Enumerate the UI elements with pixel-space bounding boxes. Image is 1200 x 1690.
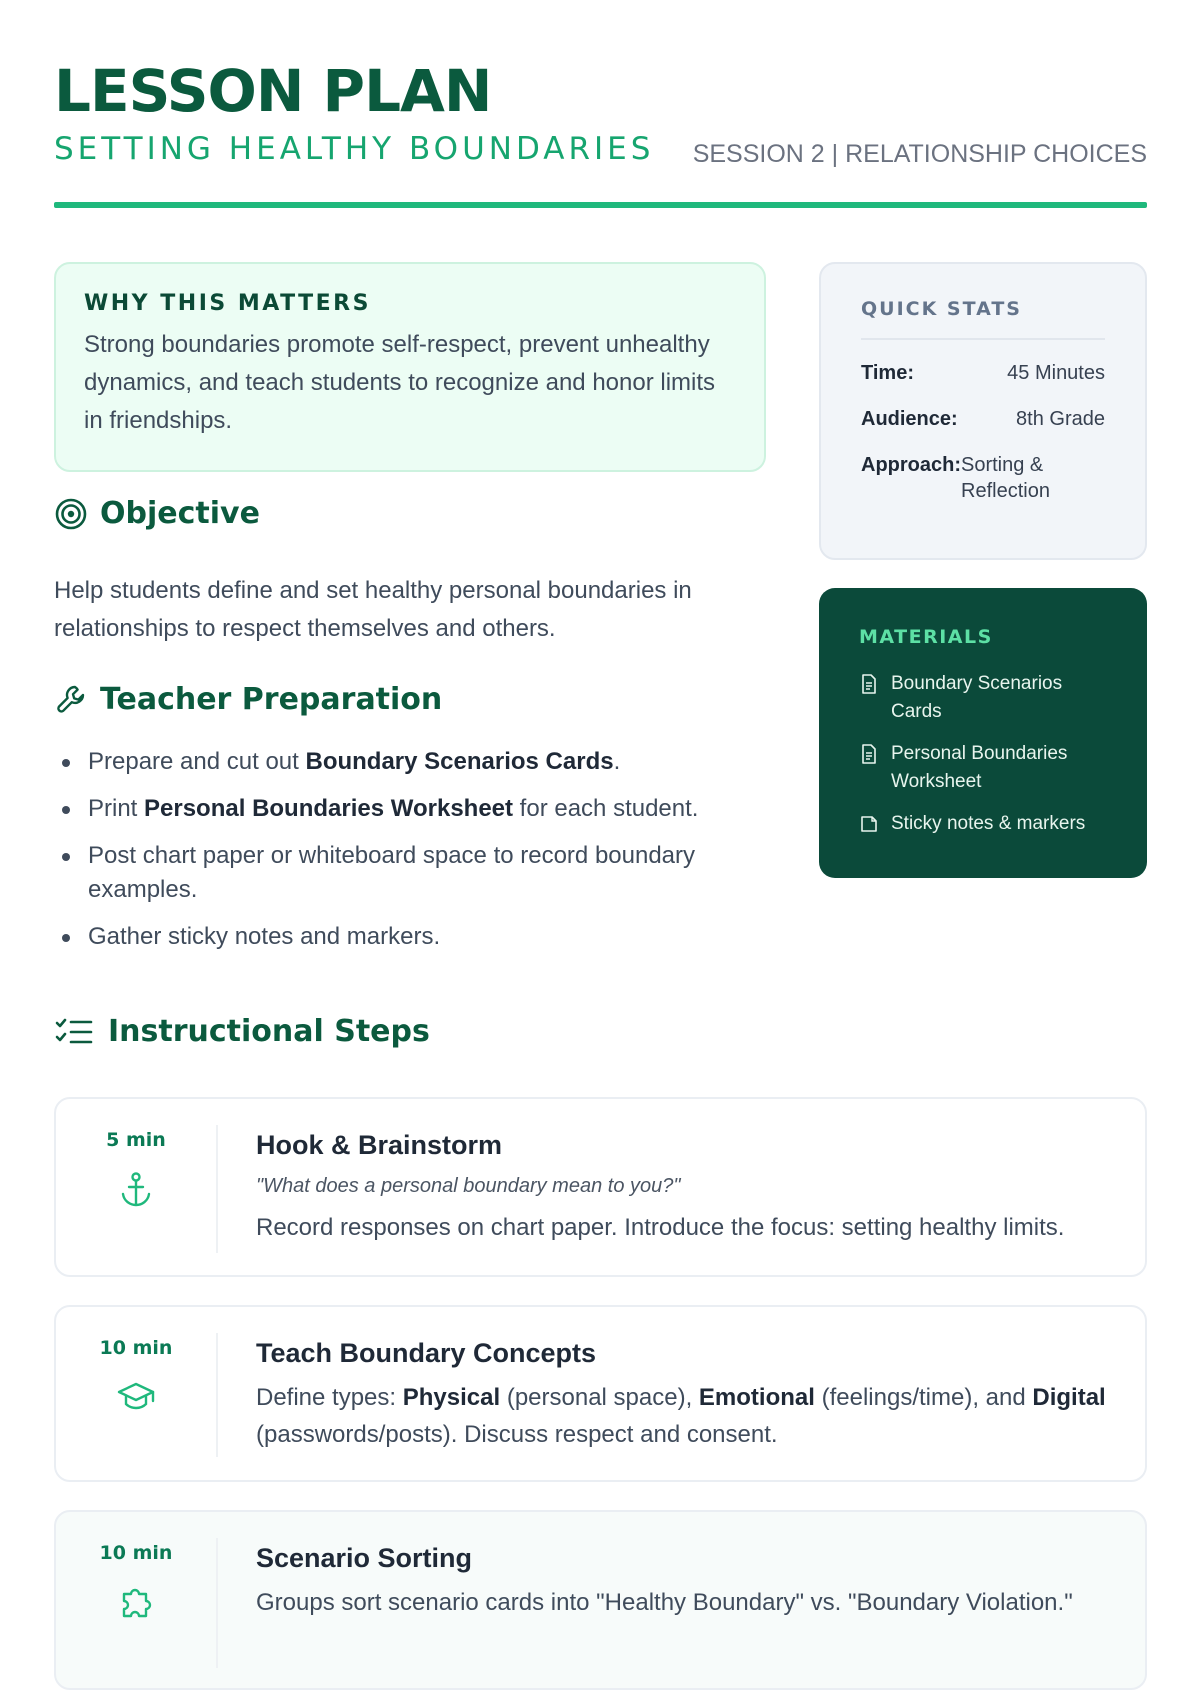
steps-heading-row	[54, 1012, 430, 1052]
stat-key: Audience:	[861, 408, 958, 430]
anchor-icon	[116, 1169, 156, 1209]
preparation-heading: Teacher Preparation	[100, 682, 443, 717]
list-item: Gather sticky notes and markers.	[54, 920, 766, 954]
step-body	[256, 1540, 1109, 1621]
session-label: SESSION 2 | RELATIONSHIP CHOICES	[692, 140, 1147, 168]
list-item: Prepare and cut out Boundary Scenarios Cards.	[54, 745, 766, 779]
lesson-subtitle: SETTING HEALTHY BOUNDARIES	[54, 131, 655, 167]
checklist-icon	[54, 1015, 94, 1049]
why-text: Strong boundaries promote self-respect, prevent unhealthy dynamics, and teach students to recognize and honor limits in friendships.	[84, 331, 716, 434]
preparation-list	[54, 745, 766, 967]
list-item	[859, 810, 1107, 838]
stat-value: Sorting & Reflection	[961, 454, 1050, 502]
material-label: Sticky notes & markers	[891, 813, 1086, 834]
step-title: Scenario Sorting	[256, 1543, 473, 1573]
step-text: Groups sort scenario cards into "Healthy Boundary" vs. "Boundary Violation."	[256, 1589, 1073, 1616]
objective-text: Help students define and set healthy personal boundaries in relationships to respect themselves and others.	[54, 577, 692, 642]
step-text: Define types: Physical (personal space), Emotional (feelings/time), and Digital (passwords/posts). Discuss respect and consent.	[256, 1384, 1106, 1448]
quick-stats-card	[819, 262, 1147, 560]
stat-key: Time:	[861, 362, 914, 384]
step-duration: 10 min	[99, 1337, 173, 1359]
step-body	[256, 1335, 1109, 1453]
material-label: Boundary Scenarios Cards	[891, 673, 1063, 722]
stat-row-time	[861, 360, 1105, 386]
puzzle-icon	[116, 1582, 156, 1622]
preparation-heading-row	[54, 680, 442, 720]
steps-heading: Instructional Steps	[108, 1014, 430, 1049]
step-text: Record responses on chart paper. Introduce the focus: setting healthy limits.	[256, 1214, 1065, 1241]
step-card-hook	[54, 1097, 1147, 1277]
material-label: Personal Boundaries Worksheet	[891, 743, 1068, 792]
list-item	[859, 740, 1107, 796]
materials-heading: MATERIALS	[859, 626, 993, 648]
list-item	[859, 670, 1107, 726]
header-divider	[54, 202, 1147, 208]
stat-value: 8th Grade	[1016, 408, 1105, 430]
materials-card	[819, 588, 1147, 878]
step-meta	[56, 1333, 216, 1417]
quick-stats-heading: QUICK STATS	[861, 294, 1105, 340]
wrench-icon	[54, 683, 88, 717]
stat-key: Approach:	[861, 454, 961, 476]
document-icon	[859, 740, 879, 768]
why-this-matters-card	[54, 262, 766, 472]
list-item: Print Personal Boundaries Worksheet for each student.	[54, 792, 766, 826]
subtitle-row	[54, 129, 1147, 169]
step-divider	[216, 1538, 218, 1668]
step-body	[256, 1127, 1109, 1246]
sticky-note-icon	[859, 810, 879, 838]
step-duration: 10 min	[99, 1542, 173, 1564]
document-icon	[859, 670, 879, 698]
page-title: LESSON PLAN	[54, 57, 492, 125]
step-title: Hook & Brainstorm	[256, 1130, 503, 1160]
step-duration: 5 min	[106, 1129, 166, 1151]
lesson-header	[54, 55, 1147, 169]
step-title: Teach Boundary Concepts	[256, 1338, 597, 1368]
step-meta	[56, 1538, 216, 1622]
target-icon	[54, 497, 88, 531]
list-item: Post chart paper or whiteboard space to record boundary examples.	[54, 839, 766, 907]
stat-value: 45 Minutes	[1007, 362, 1105, 384]
step-meta	[56, 1125, 216, 1209]
step-card-concepts	[54, 1305, 1147, 1482]
step-divider	[216, 1333, 218, 1457]
stat-row-audience	[861, 406, 1105, 432]
why-heading: WHY THIS MATTERS	[84, 291, 371, 316]
graduation-cap-icon	[116, 1377, 156, 1417]
step-divider	[216, 1125, 218, 1253]
objective-heading-row	[54, 494, 260, 534]
stat-row-approach	[861, 452, 1105, 504]
objective-heading: Objective	[100, 496, 260, 531]
step-quote: "What does a personal boundary mean to you?"	[256, 1175, 681, 1197]
step-card-sorting	[54, 1510, 1147, 1690]
